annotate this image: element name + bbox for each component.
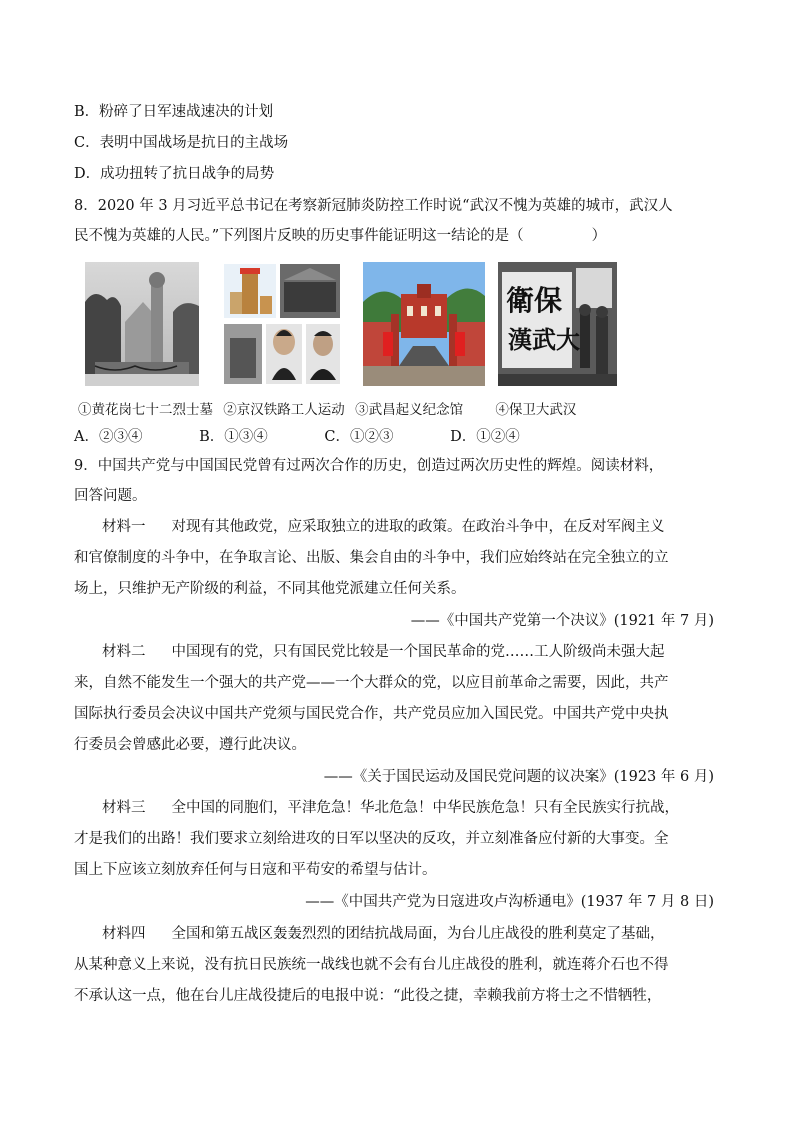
material-3-line-1: [102, 798, 679, 818]
material-2-label: 材料二: [102, 644, 146, 660]
material-4-line-1: [102, 924, 665, 944]
q8-line-2: [74, 226, 606, 246]
poster-text-top: 衛保: [506, 284, 563, 317]
material-2-line-1: [102, 642, 665, 662]
material-4-line-3: 不承认这一点，他在台儿庄战役捷后的电报中说：“此役之捷，幸赖我前方将士之不惜牺牲，: [74, 988, 662, 1004]
material-3-text-1: 全中国的同胞们，平津危急！华北危急！中华民族危急！只有全民族实行抗战，: [171, 800, 679, 816]
q8-choices: [74, 425, 572, 446]
material-3-label: 材料三: [102, 800, 146, 816]
material-1-line-2: 和官僚制度的斗争中，在争取言论、出版、集会自由的斗争中，我们应始终站在完全独立的立: [74, 550, 669, 566]
material-2-line-2: 来，自然不能发生一个强大的共产党——一个大群众的党，以应目前革命之需要，因此，共产: [74, 675, 669, 691]
material-4-text-1: 全国和第五战区轰轰烈烈的团结抗战局面，为台儿庄战役的胜利莫定了基础，: [171, 926, 665, 942]
material-4-line-2: 从某种意义上来说，没有抗日民族统一战线也就不会有台儿庄战役的胜利，就连蒋介石也不得: [74, 957, 669, 973]
material-1-text-1: 对现有其他政党，应采取独立的进取的政策。在政治斗争中，在反对军阀主义: [171, 519, 665, 535]
material-4-label: 材料四: [102, 926, 146, 942]
caption-3: ③武昌起义纪念馆: [355, 402, 464, 418]
material-2-text-1: 中国现有的党，只有国民党比较是一个国民革命的党……工人阶级尚未强大起: [171, 644, 665, 660]
choice-d[interactable]: D．①②④: [450, 429, 520, 445]
material-2-line-3: 国际执行委员会决议中国共产党须与国民党合作，共产党员应加入国民党。中国共产党中央执: [74, 706, 669, 722]
choice-a[interactable]: A．②③④: [74, 429, 143, 445]
q8-line-1: 8．2020 年 3 月习近平总书记在考察新冠肺炎防控工作时说“武汉不愧为英雄的城市，武汉人: [74, 198, 673, 214]
option-c: C．表明中国战场是抗日的主战场: [74, 135, 289, 151]
photo-jinghan-railway-strike: [222, 262, 342, 386]
q9-intro-1: 9．中国共产党与中国国民党曾有过两次合作的历史，创造过两次历史性的辉煌。阅读材料，: [74, 458, 664, 474]
choice-b[interactable]: B．①③④: [199, 429, 268, 445]
choice-c[interactable]: C．①②③: [324, 429, 394, 445]
caption-2: ②京汉铁路工人运动: [223, 402, 345, 418]
material-3-line-2: 才是我们的出路！我们要求立刻给进攻的日军以坚决的反攻，并立刻准备应付新的大事变。全: [74, 831, 669, 847]
material-3-source: ——《中国共产党为日寇进攻卢沟桥通电》(1937 年 7 月 8 日): [305, 894, 714, 910]
photo-captions: [78, 398, 582, 418]
material-3-line-3: 国上下应该立刻放弃任何与日寇和平苟安的希望与估计。: [74, 862, 437, 878]
option-b: B．粉碎了日军速战速决的计划: [74, 104, 274, 120]
q9-intro-2: 回答问题。: [74, 488, 147, 504]
material-1-label: 材料一: [102, 519, 146, 535]
q8-line-2-close: ）: [591, 228, 607, 244]
photo-defend-wuhan: [498, 262, 617, 386]
material-1-line-1: [102, 517, 665, 537]
photo-wuchang-uprising-memorial: [363, 262, 485, 386]
material-1-line-3: 场上，只维护无产阶级的利益，不同其他党派建立任何关系。: [74, 581, 466, 597]
photo-huanghuagang-tomb: [85, 262, 199, 386]
material-2-line-4: 行委员会曾感此必要，遵行此决议。: [74, 737, 306, 753]
material-1-source: ——《中国共产党第一个决议》(1921 年 7 月): [410, 613, 714, 629]
material-2-source: ——《关于国民运动及国民党问题的议决案》(1923 年 6 月): [323, 769, 714, 785]
poster-text-bottom: 漢武大: [508, 325, 580, 354]
option-d: D．成功扭转了抗日战争的局势: [74, 166, 275, 182]
caption-1: ①黄花岗七十二烈士墓: [78, 402, 213, 418]
q8-line-2-text: 民不愧为英雄的人民。”下列图片反映的历史事件能证明这一结论的是（: [74, 228, 524, 244]
caption-4: ④保卫大武汉: [495, 402, 577, 418]
